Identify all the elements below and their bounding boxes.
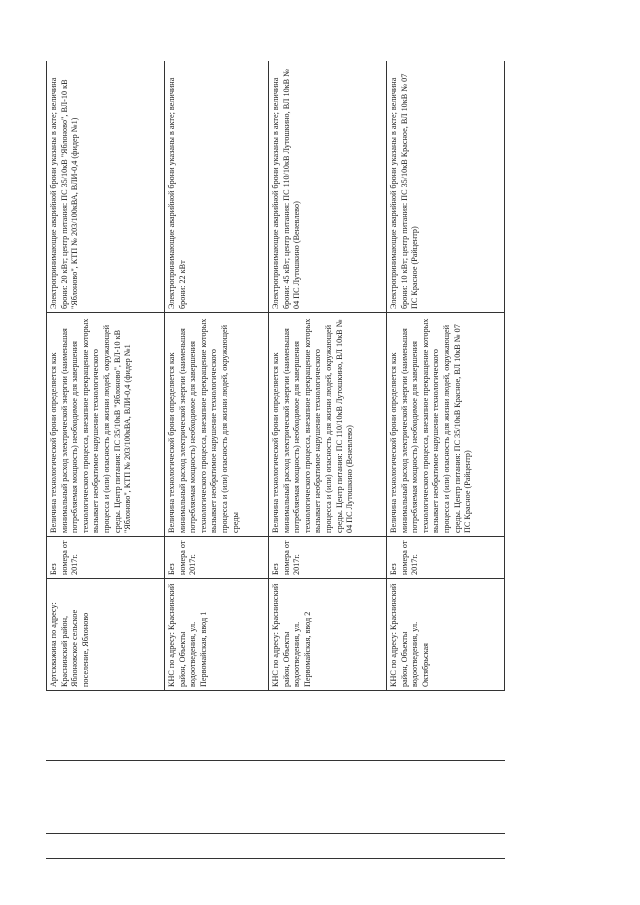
date-cell: Без номера от 2017г. — [269, 537, 387, 579]
definition-cell: Величина технологической брони определяется как минимальный расход электрической энергии (наименьшая потребляемая мощность) необходимое для завершения технологического процесса, внезапное прекращение которых вызывает необратимое нарушение технологического процесса и (или) опасность для жизни людей, окружающей среды. Центр питания: ПС 35/10кВ Красное, ВЛ 10кВ № 07 ПС Красное (Райцентр) — [386, 313, 504, 537]
date-cell: Без номера от 2017г. — [164, 537, 268, 579]
object-cell: КНС по адресу: Краснинский район, Объекты водоотведения, ул. Октябрьская — [386, 579, 504, 691]
date-cell: Без номера от 2017г. — [386, 537, 504, 579]
object-cell: КНС по адресу: Краснинский район, Объекты водоотведения, ул. Первомайская, ввод 1 — [164, 579, 268, 691]
table-row — [386, 61, 504, 691]
reservation-table — [46, 61, 505, 691]
table-row — [269, 61, 387, 691]
table-row — [164, 61, 268, 691]
horizontal-rule — [46, 858, 505, 859]
object-cell: КНС по адресу: Краснинский район, Объекты водоотведения, ул. Первомайская, ввод 2 — [269, 579, 387, 691]
definition-cell: Величина технологической брони определяется как минимальный расход электрической энергии (наименьшая потребляемая мощность) необходимое для завершения технологического процесса, внезапное прекращение которых вызывает необратимое нарушение технологического процесса и (или) опасность для жизни людей, окружающей среды. Центр питания: ПС 35/10кВ "Яблоново", ВЛ-10 кВ "Яблоново", КТП № 203/100кВА, ВЛИ-0,4 (фидер №1 — [47, 313, 165, 537]
acknowledgement-cell: Электропринимающие аварийной брони указаны в акте; величина брони: 22 кВт — [164, 61, 268, 313]
acknowledgement-cell: Электропринимающие аварийной брони указаны в акте; величина брони: 20 кВт; центр питания: ПС 35/10кВ "Яблоново", ВЛ-10 кВ "Яблоново", КТП № 203/100кВА, ВЛИ-0,4 (фидер №1) — [47, 61, 165, 313]
acknowledgement-cell: Электропринимающие аварийной брони указаны в акте; величина брони: 10 кВт; центр питания: ПС 35/10кВ Красное, ВЛ 10кВ № 07 ПС Красное (Райцентр) — [386, 61, 504, 313]
definition-cell: Величина технологической брони определяется как минимальный расход электрической энергии (наименьшая потребляемая мощность) необходимое для завершения технологического процесса, внезапное прекращение которых вызывает необратимое нарушение технологического процесса и (или) опасность для жизни людей, окружающей среды — [164, 313, 268, 537]
acknowledgement-cell: Электропринимающие аварийной брони указаны в акте; величина брони: 45 кВт; центр питания: ПС 110/10кВ Лутошкино, ВЛ 10кВ № 04 ПС Лутошкино (Веневлево) — [269, 61, 387, 313]
rotated-table-wrapper — [46, 61, 505, 691]
horizontal-rule — [46, 833, 505, 834]
object-cell: Артскважина по адресу: Краснинский район, Яблоновское сельское поселение, Яблоново — [47, 579, 165, 691]
definition-cell: Величина технологической брони определяется как минимальный расход электрической энергии (наименьшая потребляемая мощность) необходимое для завершения технологического процесса, внезапное прекращение которых вызывает необратимое нарушение технологического процесса и (или) опасность для жизни людей, окружающей среды. Центр питания: ПС 110/10кВ Лутошкино, ВЛ 10кВ № 04 ПС Лутошкино (Веневлево) — [269, 313, 387, 537]
table-row — [47, 61, 165, 691]
horizontal-rule — [46, 760, 505, 761]
date-cell: Без номера от 2017г. — [47, 537, 165, 579]
